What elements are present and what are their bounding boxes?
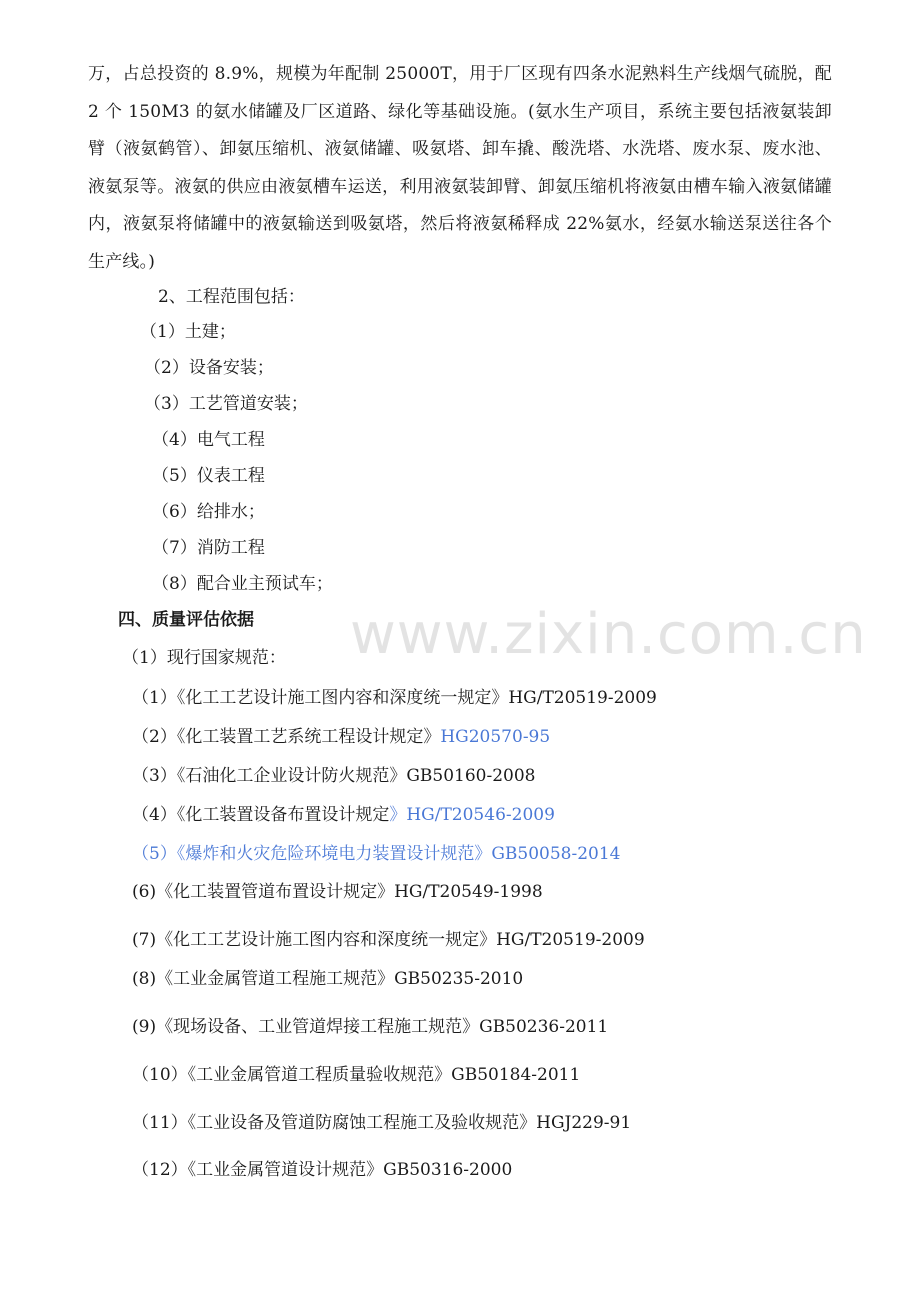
- standard-item-5[interactable]: （5）《爆炸和火灾危险环境电力装置设计规范》GB50058-2014: [132, 844, 621, 864]
- standard-item-9: (9)《现场设备、工业管道焊接工程施工规范》GB50236-2011: [132, 1017, 609, 1037]
- standard-item-3: （3）《石油化工企业设计防火规范》GB50160-2008: [132, 766, 536, 786]
- standard-code-link[interactable]: HG20570-95: [440, 727, 551, 747]
- section4-heading: 四、质量评估依据: [118, 610, 254, 630]
- scope-item-5: （5）仪表工程: [152, 466, 265, 486]
- scope-item-2: （2）设备安装；: [144, 358, 274, 378]
- standard-item-2: [132, 725, 550, 749]
- standard-item-7: (7)《化工工艺设计施工图内容和深度统一规定》HG/T20519-2009: [132, 930, 645, 950]
- scope-item-1: （1）土建；: [140, 322, 236, 342]
- section4-subheading: （1）现行国家规范：: [122, 648, 286, 668]
- scope-item-6: （6）给排水；: [152, 502, 265, 522]
- scope-item-3: （3）工艺管道安装；: [144, 394, 308, 414]
- standard-title: （4）《化工装置设备布置设计规定: [132, 805, 390, 825]
- standard-item-4: [132, 803, 555, 827]
- standard-item-12: （12）《工业金属管道设计规范》GB50316-2000: [132, 1160, 513, 1180]
- standard-code-link[interactable]: 》HG/T20546-2009: [389, 805, 555, 825]
- standard-item-6: (6)《化工装置管道布置设计规定》HG/T20549-1998: [132, 882, 543, 902]
- standard-item-1: （1）《化工工艺设计施工图内容和深度统一规定》HG/T20519-2009: [132, 688, 657, 708]
- standard-item-8: (8)《工业金属管道工程施工规范》GB50235-2010: [132, 969, 524, 989]
- scope-item-4: （4）电气工程: [152, 430, 265, 450]
- standard-item-11: （11）《工业设备及管道防腐蚀工程施工及验收规范》HGJ229-91: [132, 1113, 632, 1133]
- standard-item-10: （10）《工业金属管道工程质量验收规范》GB50184-2011: [132, 1065, 581, 1085]
- intro-paragraph: 万，占总投资的 8.9%，规模为年配制 25000T，用于厂区现有四条水泥熟料生产线烟气硫脱，配 2 个 150M3 的氨水储罐及厂区道路、绿化等基础设施。(氨水生产项目，系统主要包括液氨装卸臂（液氨鹤管）、卸氨压缩机、液氨储罐、吸氨塔、卸车撬、酸洗塔、水洗塔、废水泵、废水池、液氨泵等。液氨的供应由液氨槽车运送，利用液氨装卸臂、卸氨压缩机将液氨由槽车输入液氨储罐内，液氨泵将储罐中的液氨输送到吸氨塔，然后将液氨稀释成 22%氨水，经氨水输送泵送往各个生产线。): [88, 64, 832, 272]
- scope-title: 2、工程范围包括：: [158, 287, 305, 307]
- scope-item-8: （8）配合业主预试车；: [152, 574, 333, 594]
- scope-item-7: （7）消防工程: [152, 538, 265, 558]
- watermark: www.zixin.com.cn: [350, 602, 867, 667]
- standard-title: （2）《化工装置工艺系统工程设计规定》: [132, 727, 441, 747]
